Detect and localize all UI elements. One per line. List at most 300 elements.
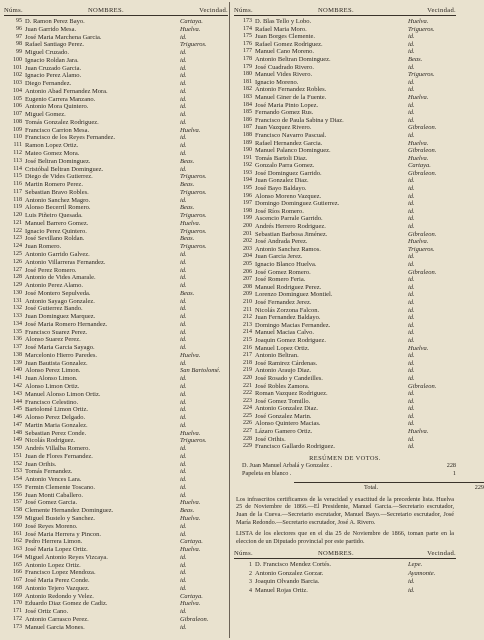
table-row <box>4 461 228 469</box>
row-vecindad: id. <box>180 328 187 336</box>
table-row <box>4 119 228 127</box>
row-vecindad: id. <box>180 445 187 453</box>
table-row <box>4 585 228 593</box>
row-vecindad: id. <box>180 297 187 305</box>
row-name: José Gomez Tomillo. <box>255 397 311 405</box>
row-vecindad: id. <box>408 207 415 215</box>
row-name: Martin Maria Gonzalez. <box>25 421 88 429</box>
row-vecindad: id. <box>180 282 187 290</box>
row-number: 179 <box>243 63 252 70</box>
table-row <box>4 600 228 608</box>
table-row <box>4 383 228 391</box>
row-number: 190 <box>243 147 252 154</box>
row-vecindad: Huelva. <box>180 126 201 134</box>
row-number: 216 <box>243 344 252 351</box>
row-vecindad: id. <box>408 412 415 420</box>
row-vecindad: id. <box>180 305 187 313</box>
row-vecindad: id. <box>180 491 187 499</box>
row-vecindad: id. <box>180 344 187 352</box>
row-number: 203 <box>243 245 252 252</box>
table-row <box>4 220 228 228</box>
row-name: Manuel Garcia Mones. <box>25 623 85 631</box>
table-row <box>234 94 456 102</box>
table-row <box>234 420 456 428</box>
row-vecindad: id. <box>180 390 187 398</box>
table-row <box>234 41 456 49</box>
table-row <box>234 147 456 155</box>
row-vecindad: Huelva. <box>408 154 429 162</box>
row-vecindad: id. <box>408 405 415 413</box>
row-vecindad: id. <box>408 131 415 139</box>
row-number: 145 <box>13 406 22 413</box>
table-row <box>4 336 228 344</box>
row-number: 121 <box>13 219 22 226</box>
row-number: 219 <box>243 367 252 374</box>
row-vecindad: id. <box>408 116 415 124</box>
row-name: José Ortiz Cano. <box>25 608 69 616</box>
row-vecindad: id. <box>180 382 187 390</box>
row-name: Diego de Vides Gutierrez. <box>25 173 93 181</box>
row-number: 213 <box>243 321 252 328</box>
row-vecindad: id. <box>408 200 415 208</box>
row-name: Francisco Carrion Mesa. <box>25 126 90 134</box>
row-vecindad: Huelva. <box>180 219 201 227</box>
header-num: Núms. <box>234 7 253 14</box>
row-vecindad: id. <box>180 313 187 321</box>
header-vecindad: Vecindad. <box>427 550 456 558</box>
row-vecindad: id. <box>408 33 415 41</box>
row-name: Rafael Hernandez Garcia. <box>255 139 323 147</box>
row-vecindad: Beas. <box>180 157 195 165</box>
row-name: Manuel Macias Calvo. <box>255 329 315 337</box>
row-vecindad: id. <box>408 336 415 344</box>
row-vecindad: Cartaya. <box>180 538 203 546</box>
row-name: Alonso Perez Delgado. <box>25 414 86 422</box>
row-number: 177 <box>243 48 252 55</box>
row-number: 154 <box>13 476 22 483</box>
row-name: Miguel Gomez. <box>25 111 66 119</box>
row-vecindad: Huelva. <box>180 429 201 437</box>
row-number: 141 <box>13 375 22 382</box>
row-vecindad: id. <box>180 80 187 88</box>
row-number: 193 <box>243 169 252 176</box>
row-number: 142 <box>13 382 22 389</box>
row-vecindad: id. <box>180 258 187 266</box>
row-number: 229 <box>243 443 252 450</box>
table-row <box>4 204 228 212</box>
table-row <box>234 215 456 223</box>
resumen-line-label: Papeleta en blanco . <box>242 469 292 477</box>
table-row <box>234 48 456 56</box>
table-row <box>4 111 228 119</box>
row-vecindad: id. <box>180 111 187 119</box>
row-name: Juan Fernandez Baldayo. <box>255 314 321 322</box>
left-voter-list <box>4 18 228 631</box>
row-name: Marcelonio Hierro Paredes. <box>25 351 98 359</box>
row-number: 214 <box>243 329 252 336</box>
row-name: Ignacio Blanco Huelva. <box>255 261 317 268</box>
row-name: Juan Gonzalez Diaz. <box>255 177 309 185</box>
row-name: José Maria Romero Hernandez. <box>25 320 108 328</box>
row-number: 164 <box>13 553 22 560</box>
row-number: 220 <box>243 374 252 381</box>
row-number: 135 <box>13 328 22 335</box>
table-row <box>4 507 228 515</box>
row-name: José Montero Sepulveda. <box>25 289 91 297</box>
table-row <box>4 298 228 306</box>
row-name: Francisco Lopez Mendoza. <box>25 569 96 577</box>
row-vecindad: id. <box>180 375 187 383</box>
row-name: Juan Alonso Limon. <box>25 375 78 383</box>
row-name: José Gomez Garcia. <box>25 499 78 507</box>
row-name: Joaquin Gomez Rodriguez. <box>255 336 326 344</box>
table-row <box>234 375 456 383</box>
row-number: 175 <box>243 33 252 40</box>
row-name: D. Ramon Perez Bayo. <box>25 18 85 25</box>
table-row <box>4 492 228 500</box>
row-name: Sebastian Perez Conde. <box>25 429 87 437</box>
row-number: 127 <box>13 266 22 273</box>
row-number: 104 <box>13 87 22 94</box>
row-name: Antonio Beltran Dominguez. <box>255 55 331 63</box>
row-number: 146 <box>13 414 22 421</box>
row-name: Antonio Carrasco Perez. <box>25 615 89 623</box>
row-vecindad: id. <box>180 49 187 57</box>
row-vecindad: Huelva. <box>180 515 201 522</box>
table-row <box>234 436 456 444</box>
row-number: 168 <box>13 584 22 591</box>
row-name: Juan Romero. <box>25 243 62 251</box>
table-row <box>234 18 456 26</box>
table-row <box>234 246 456 254</box>
row-vecindad: id. <box>408 306 415 314</box>
row-vecindad: Gibraleon. <box>408 147 437 155</box>
table-row <box>4 228 228 236</box>
row-name: Martin Romero Perez. <box>25 181 83 189</box>
row-vecindad: id. <box>180 87 187 95</box>
table-row <box>4 523 228 531</box>
row-vecindad: id. <box>180 274 187 282</box>
row-name: José Maria Lopez Ortiz. <box>25 546 88 554</box>
row-name: Nicolás Zorzona Falcon. <box>255 306 320 314</box>
row-number: 211 <box>243 306 252 313</box>
row-name: Antonio Vences Lara. <box>25 476 82 484</box>
row-name: José Gonzalez Marin. <box>255 412 312 420</box>
row-name: José Maria Pinto Lopez. <box>255 101 319 109</box>
row-vecindad: id. <box>408 586 415 594</box>
table-row <box>4 134 228 142</box>
row-number: 109 <box>13 126 22 133</box>
table-row <box>4 344 228 352</box>
resumen-lines <box>234 462 456 478</box>
row-vecindad: Huelva. <box>408 344 429 352</box>
row-vecindad: Cartaya. <box>180 18 203 25</box>
row-vecindad: Gibraleon. <box>408 124 437 132</box>
table-row <box>234 208 456 216</box>
table-row <box>234 223 456 231</box>
row-number: 139 <box>13 359 22 366</box>
row-vecindad: id. <box>408 223 415 231</box>
row-vecindad: Trigueros. <box>180 437 207 445</box>
row-number: 144 <box>13 398 22 405</box>
row-name: Mateo Gomez Mora. <box>25 150 80 158</box>
row-number: 97 <box>16 33 22 40</box>
row-vecindad: id. <box>408 109 415 117</box>
row-number: 4 <box>249 587 252 594</box>
header-nombres: NOMBRES. <box>318 7 354 14</box>
table-row <box>4 577 228 585</box>
row-number: 174 <box>243 25 252 32</box>
row-number: 147 <box>13 421 22 428</box>
row-vecindad: id. <box>180 530 187 538</box>
row-vecindad: id. <box>180 452 187 460</box>
row-vecindad: Cartaya. <box>408 162 431 170</box>
row-number: 167 <box>13 577 22 584</box>
row-vecindad: Trigueros. <box>180 212 207 220</box>
total-value: 229 <box>474 483 484 491</box>
row-name: Roman Vazquez Rodriguez. <box>255 390 328 398</box>
row-vecindad: id. <box>180 522 187 530</box>
table-row <box>4 608 228 616</box>
row-name: José Robles Zamora. <box>255 382 310 390</box>
row-number: 192 <box>243 162 252 169</box>
row-name: Juan Garcia Jerez. <box>255 253 303 261</box>
table-row <box>4 476 228 484</box>
row-name: Tomás Gonzalez Rodriguez. <box>25 118 99 126</box>
row-number: 114 <box>13 165 22 172</box>
row-vecindad: id. <box>180 150 187 158</box>
row-number: 100 <box>13 56 22 63</box>
row-name: Alonso Perez Limon. <box>25 367 81 375</box>
header-nombres: NOMBRES. <box>318 550 354 558</box>
row-number: 151 <box>13 452 22 459</box>
row-name: Tomás Fernandez. <box>25 468 73 476</box>
row-vecindad: id. <box>408 291 415 299</box>
row-number: 130 <box>13 289 22 296</box>
row-number: 173 <box>243 18 252 24</box>
row-name: Alonso Moreno Vazquez. <box>255 192 322 200</box>
row-name: Manuel Palanco Dominguez. <box>255 147 331 155</box>
row-name: Antonio Garrido Galvez. <box>25 250 90 258</box>
row-name: Alonso Suarez Perez. <box>25 336 81 344</box>
row-vecindad: Trigueros. <box>180 243 207 251</box>
table-row <box>4 430 228 438</box>
row-name: José Ramirez Cárdenas. <box>255 359 318 367</box>
row-vecindad: Beas. <box>180 204 195 212</box>
second-voter-list <box>234 561 456 595</box>
row-name: José Andrada Perez. <box>255 238 308 246</box>
table-row <box>234 177 456 185</box>
row-number: 195 <box>243 185 252 192</box>
row-vecindad: id. <box>180 406 187 414</box>
row-vecindad: id. <box>408 314 415 322</box>
table-row <box>4 616 228 624</box>
table-row <box>4 515 228 523</box>
row-name: Ignacio Perez Alamo. <box>25 72 82 80</box>
row-number: 105 <box>13 95 22 102</box>
row-vecindad: id. <box>180 359 187 367</box>
table-row <box>234 132 456 140</box>
row-vecindad: id. <box>408 329 415 337</box>
table-row <box>234 291 456 299</box>
row-vecindad: id. <box>408 185 415 193</box>
table-row <box>4 554 228 562</box>
row-number: 215 <box>243 336 252 343</box>
table-row <box>4 375 228 383</box>
row-name: Manuel Alonso Limon Ortiz. <box>25 390 101 398</box>
table-row <box>4 282 228 290</box>
row-vecindad: id. <box>180 196 187 204</box>
row-vecindad: id. <box>180 421 187 429</box>
row-vecindad: id. <box>408 215 415 223</box>
row-name: Sebastian Bravo Robles. <box>25 188 89 196</box>
row-number: 112 <box>13 150 22 157</box>
row-number: 176 <box>243 40 252 47</box>
table-row <box>234 352 456 360</box>
row-vecindad: Trigueros. <box>180 173 207 181</box>
row-number: 226 <box>243 420 252 427</box>
row-number: 189 <box>243 139 252 146</box>
table-row <box>234 269 456 277</box>
row-name: Antonio Gonzalez Diaz. <box>255 405 318 413</box>
row-number: 197 <box>243 200 252 207</box>
row-name: Rafael Gomez Rodriguez. <box>255 40 323 48</box>
row-vecindad: id. <box>408 86 415 94</box>
row-number: 163 <box>13 546 22 553</box>
table-row <box>4 88 228 96</box>
row-number: 208 <box>243 283 252 290</box>
table-row <box>4 259 228 267</box>
row-number: 108 <box>13 118 22 125</box>
row-vecindad: id. <box>180 623 187 631</box>
row-number: 183 <box>243 93 252 100</box>
row-number: 95 <box>16 18 22 24</box>
table-row <box>4 243 228 251</box>
row-name: José Cuadrado Rivero. <box>255 63 315 71</box>
table-row <box>4 624 228 632</box>
table-row <box>234 140 456 148</box>
row-vecindad: id. <box>180 33 187 41</box>
row-number: 132 <box>13 305 22 312</box>
row-name: Fernando Gomez Rus. <box>255 109 314 117</box>
table-row <box>4 267 228 275</box>
table-row <box>4 127 228 135</box>
row-number: 180 <box>243 71 252 78</box>
row-name: José Gutierrez Bando. <box>25 305 83 313</box>
row-number: 133 <box>13 313 22 320</box>
row-name: José Perez Romero. <box>25 266 77 274</box>
table-row <box>4 562 228 570</box>
row-name: Domingo Macias Fernandez. <box>255 321 331 329</box>
row-name: José Gomez Romero. <box>255 268 311 276</box>
row-number: 148 <box>13 429 22 436</box>
row-number: 152 <box>13 460 22 467</box>
row-name: Antonio de Vides Amarale. <box>25 274 96 282</box>
row-number: 198 <box>243 207 252 214</box>
row-number: 186 <box>243 116 252 123</box>
row-vecindad: id. <box>180 561 187 569</box>
table-row <box>4 360 228 368</box>
row-number: 106 <box>13 103 22 110</box>
row-name: Rafael Santiago Perez. <box>25 41 85 49</box>
row-name: José Rosado y Candeilles. <box>255 374 323 382</box>
row-name: Manuel Lopez Ortiz. <box>255 344 310 352</box>
row-number: 98 <box>16 41 22 48</box>
row-vecindad: Trigueros. <box>408 71 435 79</box>
row-name: Andrés Villalba Romero. <box>25 445 91 453</box>
row-vecindad: id. <box>408 276 415 284</box>
row-vecindad: id. <box>408 443 415 451</box>
row-vecindad: id. <box>180 134 187 142</box>
row-number: 111 <box>13 142 22 149</box>
table-row <box>4 72 228 80</box>
table-row <box>4 305 228 313</box>
table-row <box>4 80 228 88</box>
row-vecindad: Huelva. <box>180 546 201 554</box>
row-name: José Orihis. <box>255 435 286 443</box>
row-number: 134 <box>13 320 22 327</box>
row-number: 125 <box>13 250 22 257</box>
row-number: 182 <box>243 86 252 93</box>
row-vecindad: Huelva. <box>408 93 429 101</box>
row-name: Andrés Herrero Rodriguez. <box>255 223 326 231</box>
row-vecindad: Trigueros. <box>180 41 207 49</box>
row-number: 150 <box>13 445 22 452</box>
row-number: 166 <box>13 569 22 576</box>
row-name: Antonio Fernandez Robles. <box>255 86 327 94</box>
row-name: Miguel Cruzado. <box>25 49 70 57</box>
row-number: 228 <box>243 435 252 442</box>
row-name: Eduardo Diaz Gomez de Cadiz. <box>25 600 108 608</box>
row-vecindad: id. <box>180 266 187 274</box>
row-vecindad: Gibraleon. <box>408 230 437 238</box>
row-number: 184 <box>243 101 252 108</box>
row-number: 223 <box>243 397 252 404</box>
left-column <box>4 4 228 631</box>
row-vecindad: Gibraleon. <box>408 169 437 177</box>
row-name: D. Francisco Mendez Cortés. <box>255 561 331 569</box>
row-name: Rafael Maria Moro. <box>255 25 307 33</box>
row-name: José Ríos Romero. <box>255 207 304 215</box>
table-row <box>4 367 228 375</box>
row-name: Manuel Giner de la Fuente. <box>255 93 327 101</box>
row-number: 128 <box>13 274 22 281</box>
row-number: 153 <box>13 468 22 475</box>
row-vecindad: id. <box>180 460 187 468</box>
row-number: 120 <box>13 212 22 219</box>
row-number: 196 <box>243 192 252 199</box>
row-number: 155 <box>13 483 22 490</box>
table-row <box>234 170 456 178</box>
table-row <box>4 406 228 414</box>
row-vecindad: id. <box>408 283 415 291</box>
row-number: 136 <box>13 336 22 343</box>
row-number: 1 <box>249 562 252 569</box>
row-vecindad: Huelva. <box>180 351 201 359</box>
row-name: Francisco Suarez Perez. <box>25 328 88 336</box>
row-vecindad: id. <box>408 420 415 428</box>
row-name: Tomás Bartoli Diaz. <box>255 154 308 162</box>
row-vecindad: Huelva. <box>408 139 429 147</box>
row-number: 202 <box>243 238 252 245</box>
table-row <box>4 189 228 197</box>
row-number: 201 <box>243 230 252 237</box>
row-name: Francisco Celestino. <box>25 398 79 406</box>
row-vecindad: id. <box>408 390 415 398</box>
row-vecindad: Beas. <box>180 235 195 243</box>
table-row <box>4 166 228 174</box>
right-header <box>234 4 456 16</box>
